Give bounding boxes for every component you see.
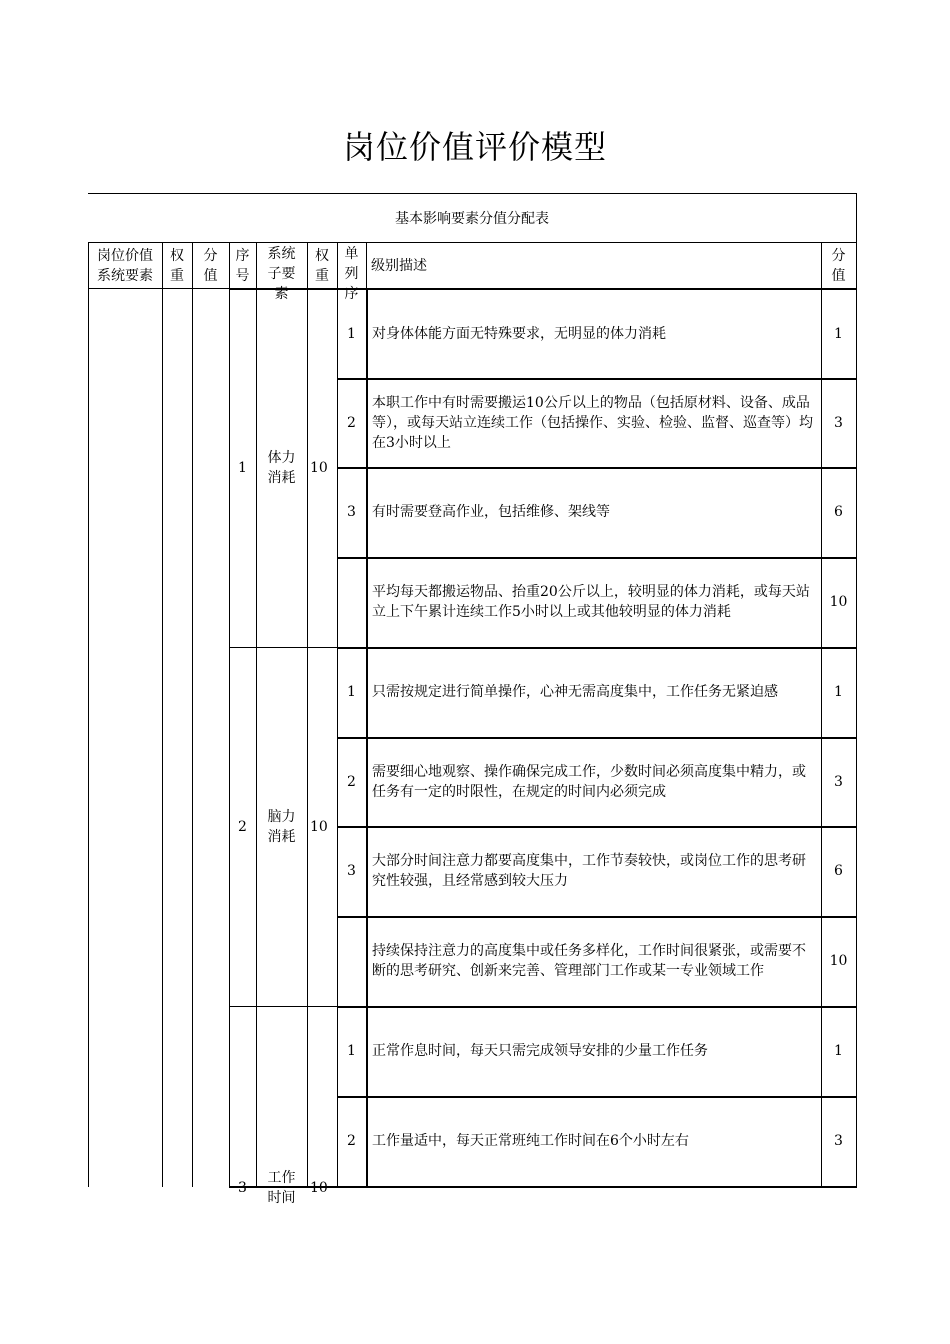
row-description: 需要细心地观察、操作确保完成工作，少数时间必须高度集中精力，或任务有一定的时限性，在规定的时间内必须完成 [372, 763, 806, 800]
row-description: 工作量适中，每天正常班纯工作时间在6个小时左右 [372, 1133, 689, 1149]
row-seq [337, 916, 366, 1006]
row-score: 10 [829, 953, 848, 969]
grid-line [192, 242, 193, 1187]
sub-element-weight: 10 [310, 818, 328, 835]
row-description: 平均每天都搬运物品、抬重20公斤以上，较明显的体力消耗，或每天站立上下午累计连续工作5小时以上或其他较明显的体力消耗 [372, 584, 810, 620]
row-score: 3 [834, 414, 843, 431]
grid-line [256, 1006, 257, 1187]
sub-element-weight: 10 [310, 1180, 328, 1196]
row-description: 有时需要登高作业，包括维修、架线等 [372, 504, 610, 520]
group-serial: 2 [238, 818, 247, 835]
row-description: 大部分时间注意力都要高度集中，工作节奏较快，或岗位工作的思考研究性较强，且经常感到较大压力 [372, 853, 806, 889]
row-description: 本职工作中有时需要搬运10公斤以上的物品（包括原材料、设备、成品等），或每天站立连续工作（包括操作、实验、检验、监督、巡查等）均在3小时以上 [372, 394, 813, 451]
header-weight-label: 权重 [170, 248, 184, 284]
grid-line [229, 1006, 338, 1007]
row-seq: 1 [347, 325, 356, 342]
grid-line [856, 193, 857, 1187]
row-seq: 3 [347, 863, 356, 879]
row-description: 持续保持注意力的高度集中或任务多样化，工作时间很紧张，或需要不断的思考研究、创新来完善、管理部门工作或某一专业领域工作 [372, 943, 806, 979]
row-score: 3 [834, 1133, 843, 1149]
group-serial: 3 [238, 1180, 247, 1196]
grid-line [88, 242, 89, 1187]
header-score-label: 分值 [203, 248, 218, 284]
grid-line [307, 1006, 308, 1187]
row-description: 对身体体能方面无特殊要求，无明显的体力消耗 [372, 325, 666, 342]
row-score: 6 [834, 504, 843, 520]
header-column-seq-label: 单列序 [344, 246, 359, 302]
row-score: 10 [829, 594, 848, 610]
sub-element-weight: 10 [310, 460, 328, 476]
row-score: 1 [834, 1043, 843, 1059]
row-seq: 2 [347, 414, 356, 431]
row-seq: 1 [347, 1043, 356, 1059]
header-system-element-label: 岗位价值系统要素 [97, 248, 153, 284]
row-description: 正常作息时间，每天只需完成领导安排的少量工作任务 [372, 1043, 708, 1059]
row-description: 只需按规定进行简单操作，心神无需高度集中，工作任务无紧迫感 [372, 684, 778, 700]
row-seq: 1 [347, 684, 356, 700]
row-score: 6 [834, 863, 843, 879]
sub-element-name: 脑力消耗 [267, 808, 296, 845]
header-score [192, 243, 229, 289]
row-seq [337, 557, 366, 647]
header-level-score-label: 分值 [831, 248, 846, 284]
header-level-description: 级别描述 [371, 258, 427, 274]
row-score: 3 [834, 773, 843, 790]
grid-line [88, 193, 857, 194]
header-sub-weight-label: 权重 [315, 248, 329, 284]
sub-element-name: 体力消耗 [267, 450, 296, 486]
row-score: 1 [834, 325, 843, 342]
header-weight [162, 243, 192, 289]
row-score: 1 [834, 684, 843, 700]
row-seq: 2 [347, 773, 356, 790]
header-sub-element-label: 系统子要素 [267, 246, 296, 302]
table-caption: 基本影响要素分值分配表 [395, 211, 549, 227]
header-level-score [821, 243, 856, 289]
sub-element-name: 工作时间 [267, 1170, 296, 1206]
row-seq: 2 [347, 1133, 356, 1149]
header-sub-weight [307, 243, 337, 289]
group-serial: 1 [238, 460, 247, 476]
grid-line [162, 242, 163, 1187]
header-serial [229, 243, 256, 289]
header-serial-label: 序号 [235, 248, 250, 284]
page-title: 岗位价值评价模型 [342, 128, 607, 166]
header-system-element [88, 243, 162, 289]
row-seq: 3 [347, 504, 356, 520]
